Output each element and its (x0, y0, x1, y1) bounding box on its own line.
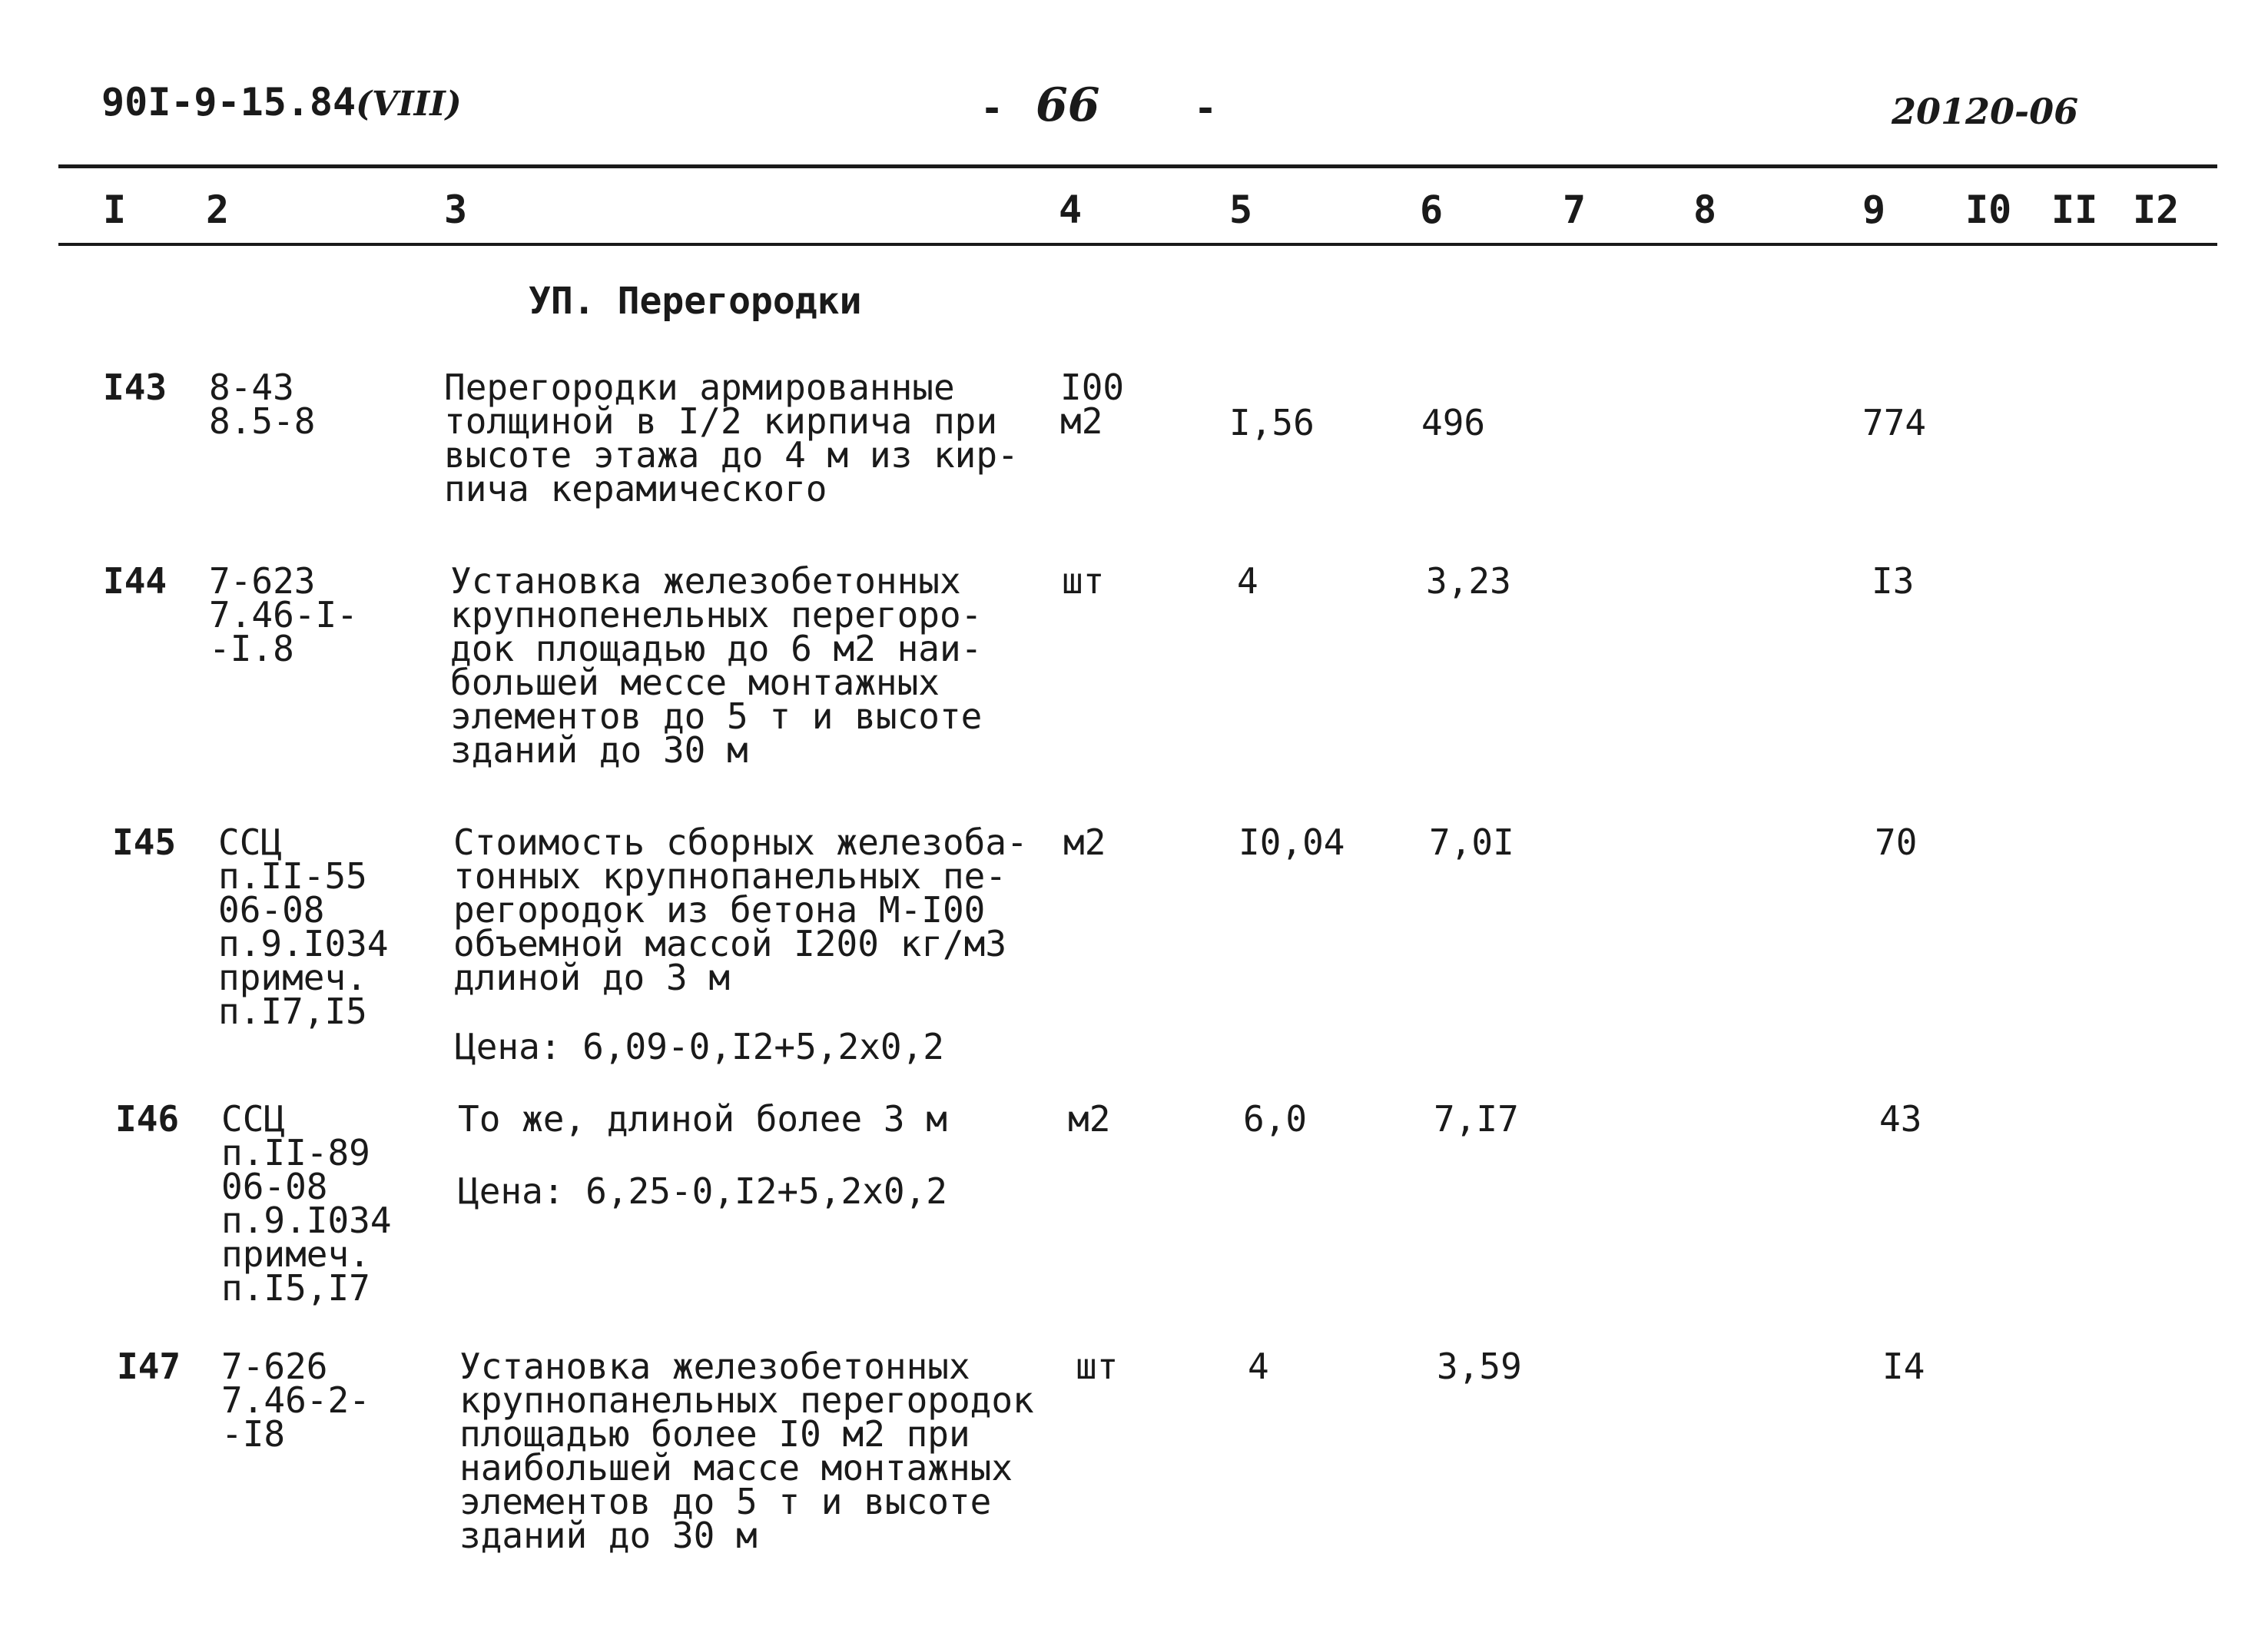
page-number-dash-left: - (980, 86, 1004, 131)
work-description: Установка железобетонных крупнопанельных перегородок площадью более I0 м2 при наибольшей массе монтажных элементов до 5 т и высоте зданий до 30 м (459, 1346, 1034, 1556)
section-title: УП. Перегородки (529, 280, 862, 323)
column-number: 8 (1693, 188, 1717, 232)
norm-code: ССЦ п.II-55 06-08 п.9.I034 примеч. п.I7,I5 (218, 821, 389, 1032)
page-number: 66 (1036, 78, 1100, 132)
unit: шт (1062, 560, 1105, 602)
total-cost: 43 (1879, 1098, 1922, 1140)
norm-code: ССЦ п.II-89 06-08 п.9.I034 примеч. п.I5,I7 (221, 1098, 392, 1309)
row-number: I45 (112, 821, 177, 863)
row-number: I44 (103, 560, 167, 602)
row-number: I47 (117, 1346, 181, 1387)
quantity: 6,0 (1243, 1098, 1308, 1140)
column-number: I2 (2133, 188, 2180, 232)
total-cost: I3 (1872, 560, 1915, 602)
total-cost: 70 (1875, 821, 1918, 863)
column-number: 4 (1059, 188, 1083, 232)
column-number: II (2051, 188, 2098, 232)
top-rule (58, 164, 2217, 168)
header-rule (58, 243, 2217, 246)
work-description: Стоимость сборных железоба- тонных крупнопанельных пе- регородок из бетона М-I00 объемной массой I200 кг/м3 длиной до 3 м (453, 821, 1028, 998)
quantity: 4 (1248, 1346, 1269, 1387)
work-description: То же, длиной более 3 м (458, 1098, 947, 1140)
unit-price: 7,0I (1429, 821, 1514, 863)
unit: м2 (1063, 821, 1106, 863)
unit-price: 496 (1421, 402, 1486, 443)
quantity: 4 (1237, 560, 1258, 602)
norm-code: 7-626 7.46-2- -I8 (221, 1346, 370, 1455)
price-formula: Цена: 6,25-0,I2+5,2х0,2 (458, 1170, 947, 1212)
work-description: Установка железобетонных крупнопенельных перегоро- док площадью до 6 м2 наи- большей мессе монтажных элементов до 5 т и высоте зданий до 30 м (450, 560, 983, 771)
unit-price: 7,I7 (1434, 1098, 1519, 1140)
row-number: I46 (115, 1098, 180, 1140)
column-number: 7 (1563, 188, 1587, 232)
page-number-dash-right: - (1194, 86, 1218, 131)
column-number: 3 (444, 188, 468, 232)
unit-price: 3,59 (1437, 1346, 1522, 1387)
quantity: I0,04 (1238, 821, 1345, 863)
document-code-text: 90I-9-15.84 (101, 80, 356, 124)
document-code (101, 80, 462, 124)
sheet-code: 20120-06 (1892, 91, 2079, 132)
unit: I00 м2 (1060, 367, 1125, 442)
column-number: 6 (1420, 188, 1444, 232)
column-number: I (103, 188, 127, 232)
work-description: Перегородки армированные толщиной в I/2 кирпича при высоте этажа до 4 м из кир- пича керамического (444, 367, 1019, 509)
unit-price: 3,23 (1426, 560, 1511, 602)
total-cost: I4 (1882, 1346, 1925, 1387)
row-number: I43 (103, 367, 167, 408)
total-cost: 774 (1862, 402, 1927, 443)
unit: шт (1076, 1346, 1119, 1387)
price-formula: Цена: 6,09-0,I2+5,2х0,2 (455, 1026, 944, 1067)
column-number: I0 (1965, 188, 2012, 232)
norm-code: 8-43 8.5-8 (209, 367, 316, 442)
document-code-suffix: (VIII) (356, 85, 462, 124)
quantity: I,56 (1229, 402, 1315, 443)
column-number: 2 (206, 188, 230, 232)
unit: м2 (1068, 1098, 1111, 1140)
norm-code: 7-623 7.46-I- -I.8 (209, 560, 358, 669)
column-number: 9 (1862, 188, 1886, 232)
column-number: 5 (1229, 188, 1253, 232)
